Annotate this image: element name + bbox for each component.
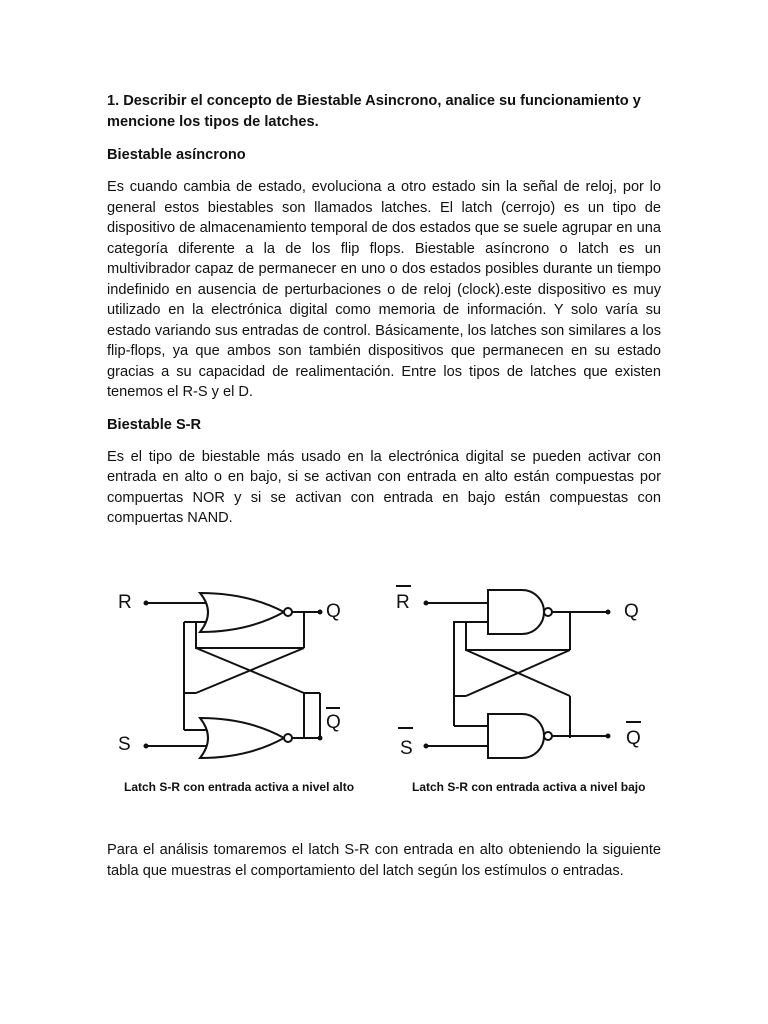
section-heading-sr: Biestable S-R (107, 416, 202, 433)
nor-q-label: Q (326, 601, 341, 622)
nor-gate-bottom (200, 718, 284, 758)
nand-latch-diagram (396, 586, 641, 759)
nand-gate-top-bubble (544, 608, 552, 616)
nor-r-label: R (118, 592, 132, 613)
nor-latch-diagram (118, 592, 341, 758)
question-title: 1. Describir el concepto de Biestable Asincrono, analice su funcionamiento y mencione los tipos de latches. (107, 93, 641, 130)
analysis-paragraph: Para el análisis tomaremos el latch S-R con entrada en alto obteniendo la siguiente tabla que muestras el comportamiento del latch según los estímulos o entradas. (107, 842, 661, 879)
nand-latch-caption: Latch S-R con entrada activa a nivel bajo (412, 780, 646, 794)
nor-latch-caption: Latch S-R con entrada activa a nivel alto (124, 780, 355, 794)
nand-gate-bottom-bubble (544, 732, 552, 740)
nand-s-bar-label: S (400, 738, 413, 759)
nor-gate-top (200, 593, 284, 632)
document-page (107, 91, 661, 541)
analysis-section (107, 840, 661, 893)
section-paragraph-sr: Es el tipo de biestable más usado en la electrónica digital se pueden activar con entrada en alto o en bajo, si se activan con entrada en alto están compuestas por compuertas NOR y si se activan con entrada en bajo están compuestas con compuertas NAND. (107, 448, 661, 526)
section-paragraph-asincrono: Es cuando cambia de estado, evoluciona a otro estado sin la señal de reloj, por lo general estos biestables son llamados latches. El latch (cerrojo) es un tipo de dispositivo de almacenamiento temporal de dos estados que se suele agrupar en una categoría diferente a la de los flip flops. Biestable asíncrono o latch es un multivibrador capaz de permanecer en uno o dos estados posibles durante un tiempo indefinido en ausencia de perturbaciones o de reloj (clock).este dispositivo es muy utilizado en la electrónica digital como memoria de información. Y solo varía su estado variando sus entradas de control. Básicamente, los latches son similares a los flip-flops, ya que ambos son también dispositivos que permanecen en su estado gracias a su capacidad de realimentación. Entre los tipos de latches que existen tenemos el R-S y el D. (107, 179, 661, 400)
section-heading-asincrono: Biestable asíncrono (107, 147, 246, 163)
latch-diagrams-figure (108, 568, 668, 800)
nand-r-bar-label: R (396, 592, 410, 613)
nand-q-bar-label: Q (626, 728, 641, 749)
latch-diagrams-svg (108, 568, 668, 773)
nor-q-bar-label: Q (326, 712, 341, 733)
nand-q-label: Q (624, 601, 639, 622)
nand-gate-top (488, 590, 544, 634)
nor-s-label: S (118, 734, 131, 755)
nor-gate-bottom-bubble (284, 734, 292, 742)
nor-gate-top-bubble (284, 608, 292, 616)
nand-gate-bottom (488, 714, 544, 758)
